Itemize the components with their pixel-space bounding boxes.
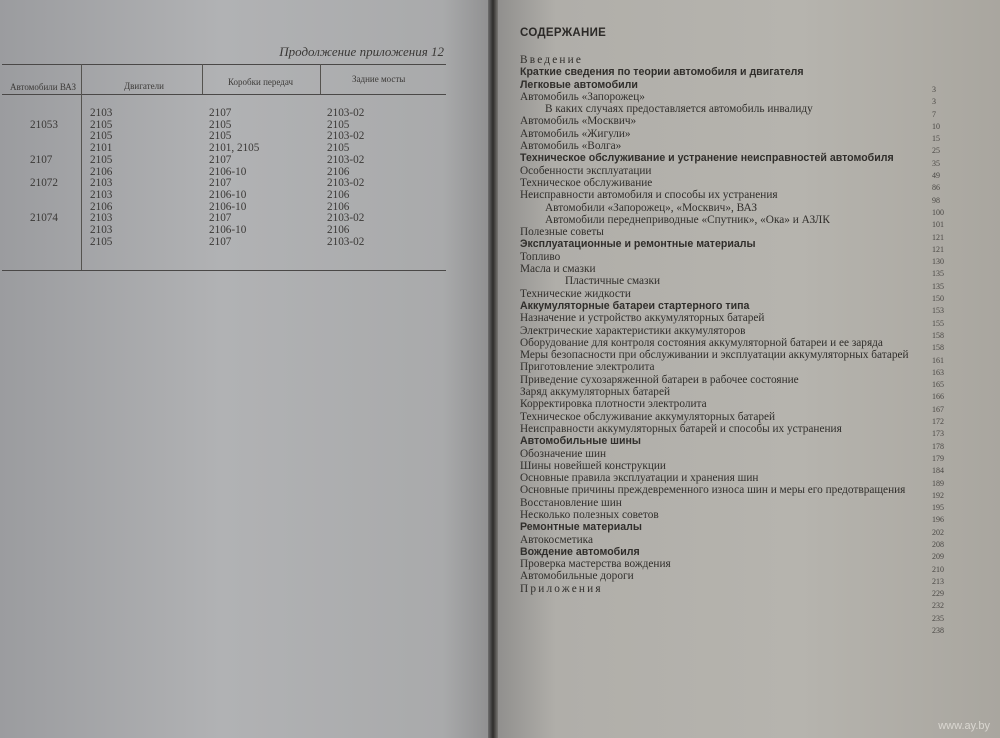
table-cell: 2105 [90,235,113,248]
table-cell: 2101 [90,142,113,155]
toc-page-number: 121 [932,244,944,254]
table-cell: 2106-10 [209,224,247,236]
toc-item: Полезные советы [520,226,604,239]
table-cell: 2103 [90,224,113,236]
toc-item: Меры безопасности при обслуживании и эксплуатации аккумуляторных батарей [520,349,909,362]
table-cell: 2105 [90,130,113,143]
table-cell: 2106 [90,200,113,213]
toc-page-number: 165 [932,380,944,390]
toc-item: Автомобиль «Запорожец» [520,90,645,103]
toc-page-number: 179 [932,453,944,463]
toc-item: Оборудование для контроля состояния аккумуляторной батареи и ее заряда [520,336,883,349]
toc-page-number: 208 [932,539,944,549]
toc-page-number: 202 [932,527,944,537]
toc-page-number: 150 [932,294,944,304]
toc-page-number: 3 [932,85,936,94]
toc-item: Особенности эксплуатации [520,164,652,177]
table-cell: 2106 [327,224,350,236]
toc-page-number: 101 [932,220,944,230]
toc-page-number: 189 [932,478,944,488]
table-cell: 2105 [209,130,232,143]
toc-page-number: 135 [932,281,944,291]
toc-item: Краткие сведения по теории автомобиля и двигателя [520,66,804,79]
watermark: www.ay.by [938,720,990,732]
table-cell: 2106 [90,165,113,178]
toc-item: Автомобильные шины [520,435,641,448]
toc-page-number: 209 [932,552,944,562]
toc-page-number: 10 [932,121,940,131]
toc-list [520,54,960,595]
toc-item: Проверка мастерства вождения [520,558,671,571]
table-header-cars: Автомобили ВАЗ [10,82,77,92]
toc-item: Аккумуляторные батареи стартерного типа [520,299,750,312]
toc-page-number: 235 [932,613,944,623]
continuation-title: Продолжение приложения 12 [279,44,444,59]
table-cell: 2107 [30,153,53,166]
toc-page-number: 98 [932,195,940,205]
toc-item: Пластичные смазки [565,275,661,288]
toc-item: Несколько полезных советов [520,508,659,521]
table-cell: 21053 [30,118,58,131]
toc-item: Автомобильные дороги [520,570,634,583]
book-spine [488,0,498,738]
table-cell: 2106-10 [209,200,247,213]
toc-item: Масла и смазки [520,263,596,276]
toc-page-number: 158 [932,343,944,353]
table-cell: 2103 [90,188,113,201]
toc-item: Техническое обслуживание [520,176,653,189]
toc-page-number: 173 [932,429,944,439]
toc-item: Автомобиль «Москвич» [520,115,637,128]
table-cell: 2103 [90,177,113,190]
toc-page-number: 163 [932,367,944,377]
toc-item: Восстановление шин [520,496,622,509]
table-cell: 2107 [209,235,232,248]
toc-item: Приведение сухозаряженной батареи в рабочее состояние [520,373,799,386]
table-cell: 21072 [30,177,58,190]
toc-item: Шины новейшей конструкции [520,459,666,472]
toc-page-number: 153 [932,306,944,316]
toc-item: В каких случаях предоставляется автомобиль инвалиду [545,103,813,116]
toc-item: Неисправности автомобиля и способы их устранения [520,189,778,202]
toc-page-number: 130 [932,257,944,267]
toc-page-number: 192 [932,490,944,500]
table-cell: 2105 [90,153,113,166]
right-page [495,0,1000,738]
toc-page-number: 3 [932,97,936,107]
toc-page-number: 35 [932,158,940,168]
table-cell: 2105 [209,118,232,131]
toc-item: Обозначение шин [520,447,607,460]
toc-page-number: 161 [932,355,944,365]
toc-item: Ремонтные материалы [520,521,642,534]
toc-heading: СОДЕРЖАНИЕ [520,27,607,39]
toc-item: Корректировка плотности электролита [520,398,707,411]
table-cell: 2107 [209,107,232,119]
toc-item: Вождение автомобиля [520,545,640,558]
toc-item: Основные причины преждевременного износа шин и меры его предотвращения [520,484,906,497]
table-col-divider [320,64,321,94]
table-cell: 2106 [327,188,350,201]
toc-item: Назначение и устройство аккумуляторных батарей [520,312,765,325]
toc-page-number: 121 [932,232,944,242]
toc-page-number: 25 [932,146,940,156]
toc-page-number: 135 [932,269,944,279]
table-cell: 2106-10 [209,188,247,201]
table-header-rule [2,94,446,95]
toc-item: Эксплуатационные и ремонтные материалы [520,238,756,251]
toc-page-number: 178 [932,441,944,451]
toc-page-number: 210 [932,564,944,574]
table-cell: 2103-02 [327,107,365,119]
toc-item: Введение [520,54,584,66]
table-header-gearboxes: Коробки передач [228,77,293,87]
toc-page-number: 213 [932,576,944,586]
toc-item: Топливо [520,250,561,263]
toc-item: Технические жидкости [520,287,631,300]
table-cell: 2103-02 [327,212,365,225]
table-col-divider [81,64,82,270]
table-cell: 2106 [327,165,350,178]
toc-page-number: 7 [932,109,936,119]
table-cell: 2103-02 [327,177,365,190]
toc-item: Приготовление электролита [520,361,655,374]
table-header-axles: Задние мосты [352,74,406,84]
toc-page-numbers [932,84,962,637]
toc-item: Неисправности аккумуляторных батарей и способы их устранения [520,422,842,435]
toc-item: Автомобили «Запорожец», «Москвич», ВАЗ [545,201,757,214]
toc-page-number: 166 [932,392,944,402]
toc-page-number: 15 [932,134,940,144]
toc-item: Автомобиль «Жигули» [520,127,631,140]
toc-page-number: 229 [932,589,944,599]
toc-item: Легковые автомобили [520,78,638,91]
table-cell: 2103 [90,212,113,225]
table-cell: 2107 [209,177,232,190]
toc-page-number: 238 [932,626,944,636]
table-cell: 21074 [30,212,58,225]
toc-item: Автокосметика [520,533,593,546]
table-cell: 2103-02 [327,153,365,166]
table-cell: 2101, 2105 [209,142,260,155]
table-col-divider [202,64,203,94]
table-top-rule [2,64,446,65]
table-cell: 2107 [209,212,232,225]
table-cell: 2103-02 [327,235,365,248]
table-cell: 2103-02 [327,130,365,143]
table-cell: 2106-10 [209,165,247,178]
toc-page-number: 167 [932,404,944,414]
toc-page-number: 158 [932,330,944,340]
toc-item: Приложения [520,582,603,595]
table-cell: 2107 [209,153,232,166]
table-cell: 2105 [90,118,113,131]
toc-page-number: 184 [932,466,944,476]
toc-item: Электрические характеристики аккумуляторов [520,324,746,337]
toc-item: Техническое обслуживание и устранение неисправностей автомобиля [520,152,894,165]
toc-item: Автомобили переднеприводные «Спутник», «Ока» и АЗЛК [545,213,830,226]
toc-page-number: 100 [932,207,944,217]
toc-page-number: 172 [932,417,944,427]
toc-item: Заряд аккумуляторных батарей [520,386,671,399]
table-cell: 2105 [327,118,350,131]
toc-page-number: 196 [932,515,944,525]
table-header-engines: Двигатели [124,81,164,91]
table-bottom-rule [2,270,446,271]
toc-item: Основные правила эксплуатации и хранения шин [520,472,759,485]
toc-page-number: 49 [932,171,940,181]
toc-page-number: 155 [932,318,944,328]
toc-page-number: 195 [932,503,944,513]
toc-item: Техническое обслуживание аккумуляторных батарей [520,410,776,423]
table-cell: 2106 [327,200,350,213]
toc-item: Автомобиль «Волга» [520,140,622,153]
table-cell: 2103 [90,107,113,119]
toc-page-number: 86 [932,183,940,193]
left-page [0,0,492,738]
table-cell: 2105 [327,142,350,155]
toc-page-number: 232 [932,601,944,611]
